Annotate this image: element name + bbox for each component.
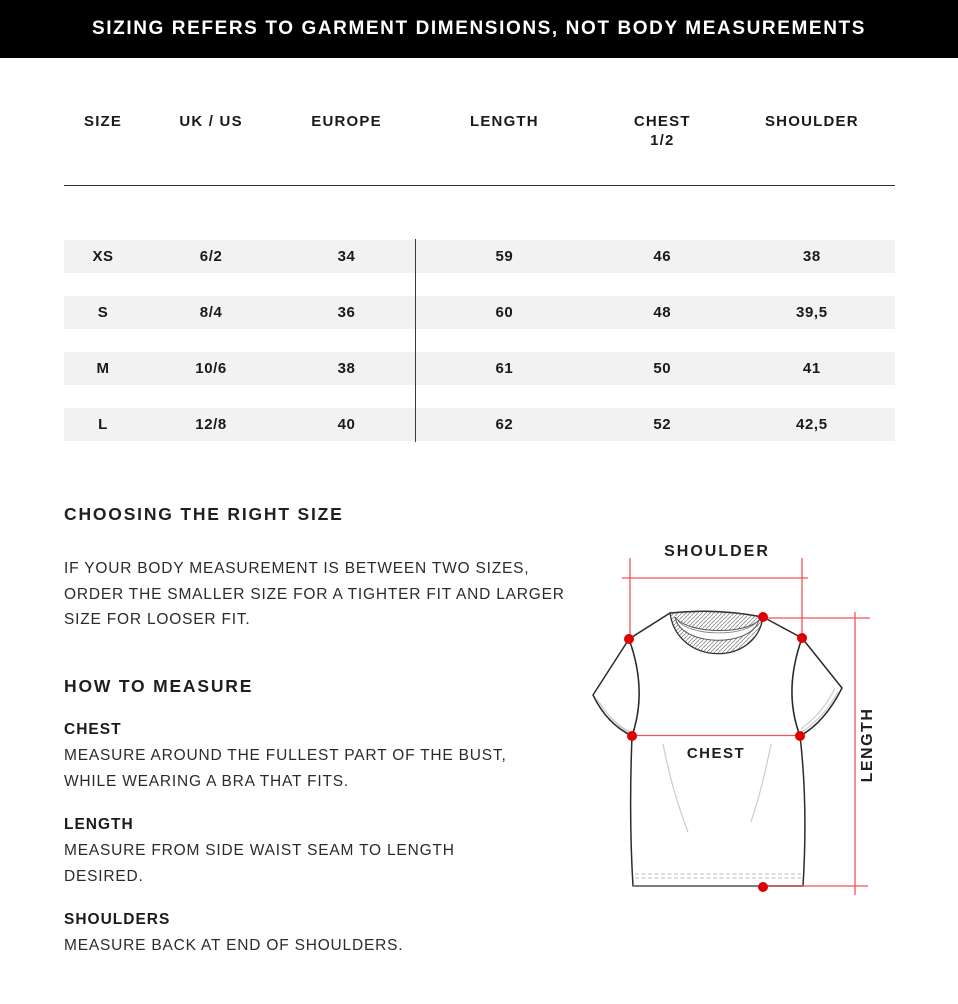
measure-item-text: MEASURE FROM SIDE WAIST SEAM TO LENGTH DESIRED.	[64, 842, 455, 885]
left-shoulder-dot	[624, 634, 634, 644]
size-cell: L	[98, 416, 108, 433]
length-cell: 60	[495, 304, 514, 321]
chest-cell: 52	[653, 416, 672, 433]
ukus-cell: 10/6	[195, 360, 227, 377]
right-neck-dot	[758, 612, 768, 622]
col-header-ukus: UK / US	[179, 113, 243, 130]
chest-header-sublabel: 1/2	[650, 132, 675, 149]
size-cell: XS	[92, 248, 114, 265]
choosing-size-heading: CHOOSING THE RIGHT SIZE	[64, 504, 344, 524]
table-row	[64, 296, 895, 329]
length-dimension-label: LENGTH	[859, 707, 876, 783]
length-cell: 59	[495, 248, 514, 265]
shoulder-cell: 39,5	[796, 304, 828, 321]
measure-item-label: SHOULDERS	[64, 911, 171, 928]
table-row	[64, 240, 895, 273]
chest-cell: 50	[653, 360, 672, 377]
size-cell: M	[96, 360, 110, 377]
col-header-europe: EUROPE	[311, 113, 382, 130]
measure-item-length	[64, 816, 532, 889]
how-to-measure-heading: HOW TO MEASURE	[64, 676, 254, 696]
col-header-size: SIZE	[83, 113, 123, 130]
measure-item-text: MEASURE BACK AT END OF SHOULDERS.	[64, 937, 404, 954]
shoulder-cell: 38	[802, 248, 821, 265]
table-row	[64, 352, 895, 385]
measure-item-shoulders	[64, 911, 532, 959]
length-cell: 61	[495, 360, 514, 377]
how-to-measure-section	[64, 676, 532, 959]
measure-item-chest	[64, 721, 532, 794]
col-header-shoulder: SHOULDER	[764, 113, 859, 130]
col-header-chest	[596, 112, 729, 150]
top-banner	[0, 0, 958, 58]
ukus-cell: 8/4	[199, 304, 223, 321]
measure-item-text: MEASURE AROUND THE FULLEST PART OF THE BUST, WHILE WEARING A BRA THAT FITS.	[64, 747, 507, 790]
chest-dimension-label: CHEST	[686, 745, 746, 762]
right-shoulder-dot	[797, 633, 807, 643]
bottom-hem-dot	[758, 882, 768, 892]
shoulder-cell: 42,5	[796, 416, 828, 433]
europe-cell: 38	[337, 360, 356, 377]
size-table-body	[64, 240, 895, 464]
shoulder-dimension-label: SHOULDER	[664, 543, 770, 560]
choosing-size-section	[64, 504, 569, 633]
shoulder-cell: 41	[802, 360, 821, 377]
europe-cell: 40	[337, 416, 356, 433]
table-column-divider	[415, 239, 416, 442]
left-underarm-dot	[627, 731, 637, 741]
ukus-cell: 6/2	[199, 248, 223, 265]
chest-cell: 46	[653, 248, 672, 265]
measure-item-label: LENGTH	[64, 816, 134, 833]
size-cell: S	[97, 304, 109, 321]
col-header-length: LENGTH	[469, 113, 539, 130]
ukus-cell: 12/8	[195, 416, 227, 433]
chest-header-label: CHEST	[633, 113, 691, 130]
europe-cell: 34	[337, 248, 356, 265]
length-cell: 62	[495, 416, 514, 433]
header-divider-line	[64, 185, 895, 186]
right-underarm-dot	[795, 731, 805, 741]
measure-item-label: CHEST	[64, 721, 122, 738]
chest-cell: 48	[653, 304, 672, 321]
europe-cell: 36	[337, 304, 356, 321]
choosing-size-text: IF YOUR BODY MEASUREMENT IS BETWEEN TWO SIZES, ORDER THE SMALLER SIZE FOR A TIGHTER FIT AND LARGER SIZE FOR LOOSER FIT.	[64, 560, 565, 628]
table-row	[64, 408, 895, 441]
tshirt-measurement-diagram	[575, 532, 945, 932]
size-table-header	[64, 112, 895, 150]
banner-title: SIZING REFERS TO GARMENT DIMENSIONS, NOT BODY MEASUREMENTS	[91, 18, 867, 39]
